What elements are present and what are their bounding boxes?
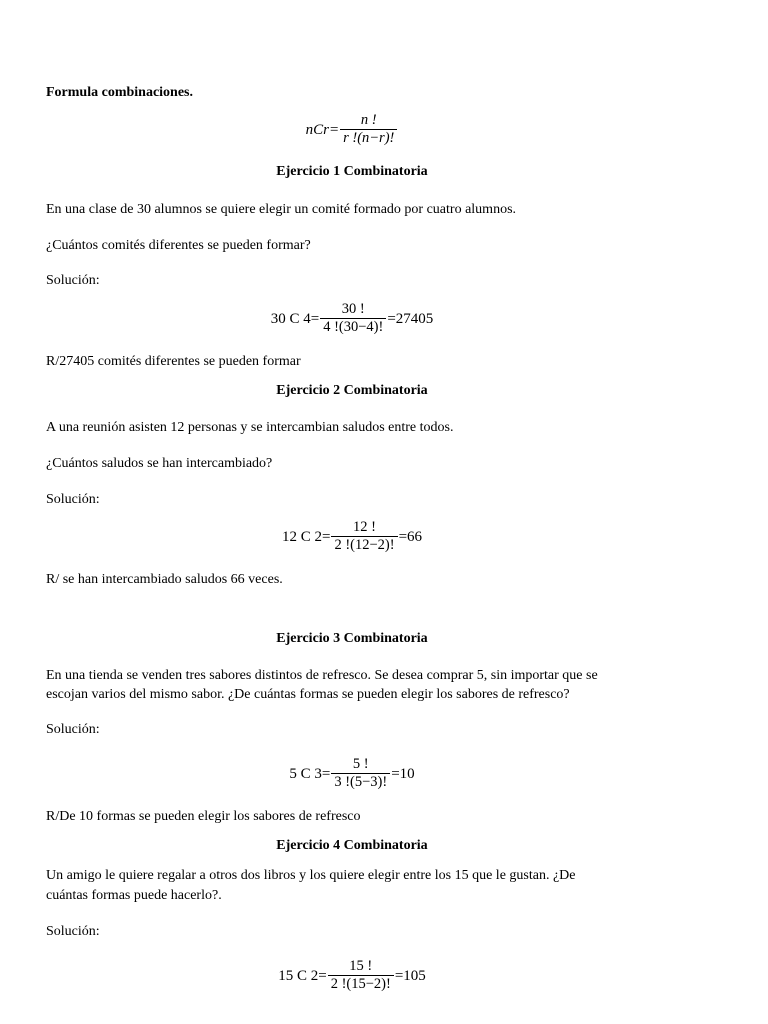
exercise-1-question: ¿Cuántos comités diferentes se pueden formar? [46,238,311,253]
formula-denominator: r !(n−r)! [340,129,397,147]
formula-lhs: 5 C 3= [289,765,331,782]
formula-denominator: 3 !(5−3)! [331,773,390,791]
exercise-2-formula [0,519,704,554]
exercise-3-statement-line-2: escojan varios del mismo sabor. ¿De cuántas formas se pueden elegir los sabores de refresco? [46,687,570,702]
exercise-2-solution-label: Solución: [46,492,100,507]
formula-lhs: 30 C 4= [270,310,320,327]
formula-denominator: 2 !(15−2)! [328,975,394,993]
exercise-1-solution-label: Solución: [46,273,100,288]
formula-lhs: 15 C 2= [278,967,327,984]
exercise-3-answer: R/De 10 formas se pueden elegir los sabores de refresco [46,809,361,824]
formula-lhs: 12 C 2= [281,528,331,545]
exercise-1-statement: En una clase de 30 alumnos se quiere elegir un comité formado por cuatro alumnos. [46,202,517,217]
exercise-4-solution-label: Solución: [46,924,100,939]
formula-numerator: n ! [360,112,377,128]
formula-numerator: 12 ! [353,519,376,535]
exercise-4-statement-line-2: cuántas formas puede hacerlo?. [46,888,222,903]
exercise-4-title: Ejercicio 4 Combinatoria [276,838,428,853]
exercise-3-formula [0,756,704,791]
formula-denominator: 2 !(12−2)! [331,536,397,554]
formula-fraction [340,112,397,147]
exercise-4-formula [0,958,704,993]
formula-fraction [331,519,397,554]
general-formula [0,112,704,147]
formula-result: =66 [398,528,423,545]
exercise-1-answer: R/27405 comités diferentes se pueden formar [46,354,301,369]
exercise-1-formula [0,301,704,336]
exercise-2-question: ¿Cuántos saludos se han intercambiado? [46,456,273,471]
exercise-3-statement-line-1: En una tienda se venden tres sabores distintos de refresco. Se desea comprar 5, sin importar que se [46,668,598,683]
formula-result: =10 [391,765,415,782]
formula-fraction [328,958,394,993]
formula-fraction [320,301,386,336]
formula-numerator: 15 ! [349,958,373,974]
exercise-4-statement-line-1: Un amigo le quiere regalar a otros dos libros y los quiere elegir entre los 15 que le gustan. ¿De [46,868,576,883]
exercise-1-title: Ejercicio 1 Combinatoria [276,164,428,179]
exercise-2-statement: A una reunión asisten 12 personas y se intercambian saludos entre todos. [46,420,454,435]
formula-result: =27405 [387,310,434,327]
formula-numerator: 5 ! [352,756,369,772]
formula-heading: Formula combinaciones. [46,85,193,100]
exercise-2-title: Ejercicio 2 Combinatoria [276,383,428,398]
formula-lhs: nCr= [305,121,340,138]
formula-denominator: 4 !(30−4)! [320,318,386,336]
formula-numerator: 30 ! [341,301,365,317]
formula-fraction [331,756,390,791]
exercise-3-solution-label: Solución: [46,722,100,737]
formula-result: =105 [394,967,426,984]
exercise-3-title: Ejercicio 3 Combinatoria [276,631,428,646]
exercise-2-answer: R/ se han intercambiado saludos 66 veces. [46,572,283,587]
